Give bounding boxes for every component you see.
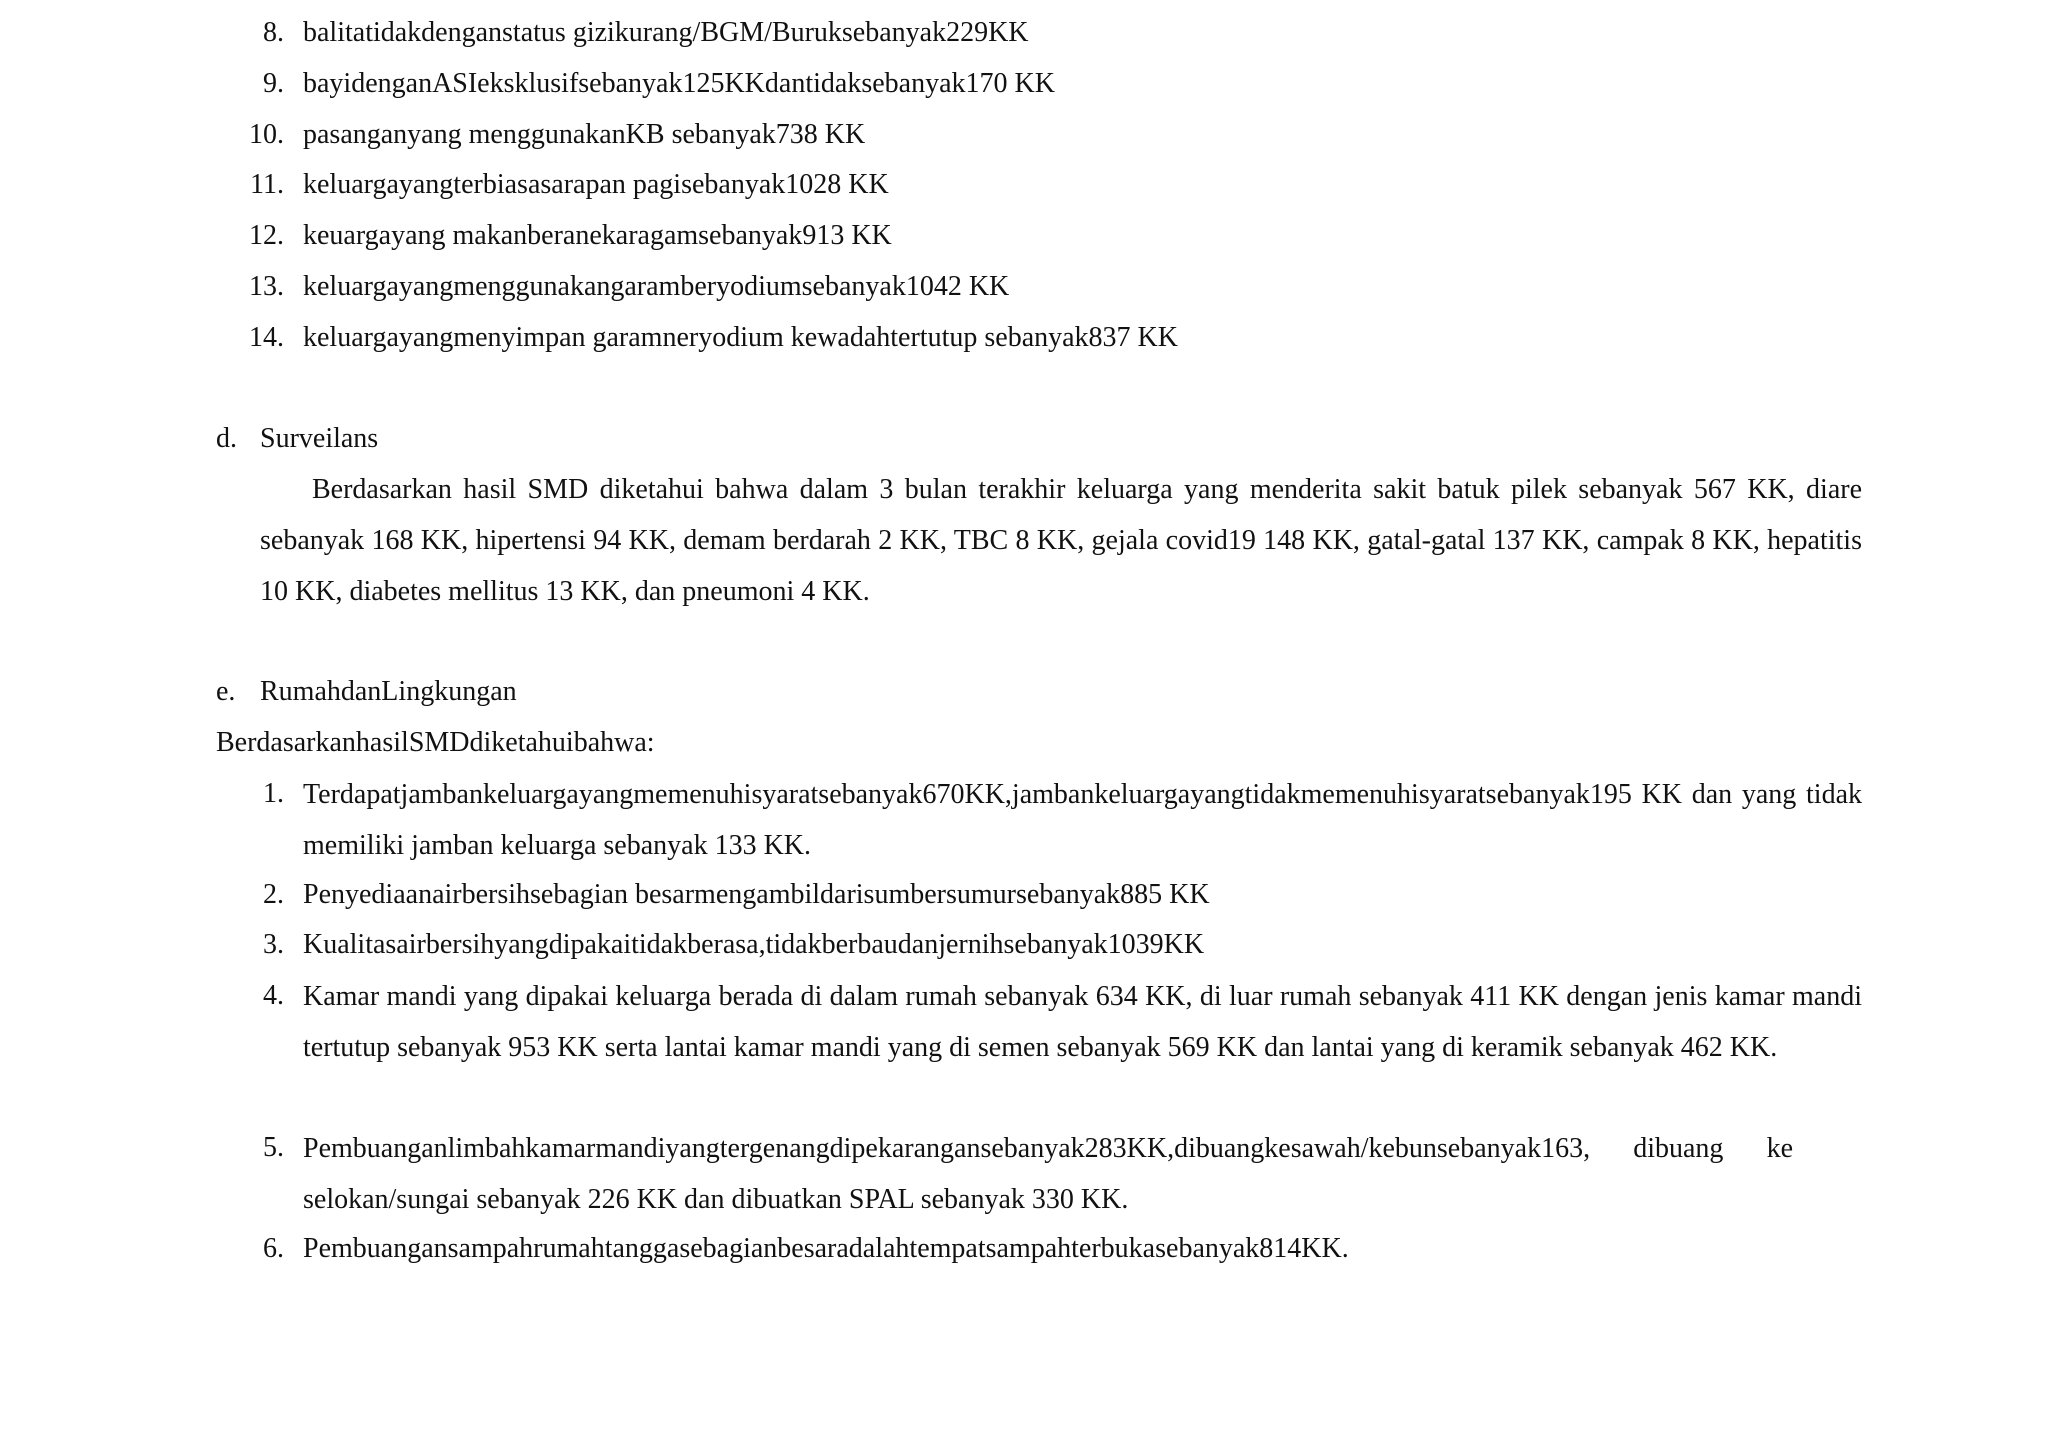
list-item-text: keluargayangterbiasasarapan pagisebanyak1028 KK xyxy=(303,169,889,200)
section-e-intro: BerdasarkanhasilSMDdiketahuibahwa: xyxy=(216,727,655,758)
list-item-number: 4. xyxy=(263,980,284,1011)
list-item-text: Penyediaanairbersihsebagian besarmengambildarisumbersumursebanyak885 KK xyxy=(303,879,1210,910)
list-item-text: Terdapatjambankeluargayangmemenuhisyaratsebanyak670KK,jambankeluargayangtidakmemenuhisyaratsebanyak195 KK dan yang tidak memiliki jamban keluarga sebanyak 133 KK. xyxy=(303,779,1862,861)
list-item-text: keuargayang makanberanekaragamsebanyak913 KK xyxy=(303,220,892,251)
section-d-title: Surveilans xyxy=(260,423,379,454)
list-item-number: 5. xyxy=(263,1132,284,1163)
list-item-number: 8. xyxy=(263,17,284,48)
list-item-number: 12. xyxy=(249,220,284,251)
list-item-text: Pembuangansampahrumahtanggasebagianbesaradalahtempatsampahterbukasebanyak814KK. xyxy=(303,1233,1349,1264)
list-item-text: bayidenganASIeksklusifsebanyak125KKdantidaksebanyak170 KK xyxy=(303,68,1055,99)
section-e-title: RumahdanLingkungan xyxy=(260,676,517,707)
list-item-number: 14. xyxy=(249,322,284,353)
list-item-number: 11. xyxy=(250,169,284,200)
list-item-text: keluargayangmenggunakangaramberyodiumsebanyak1042 KK xyxy=(303,271,1010,302)
list-item-text: balitatidakdenganstatus gizikurang/BGM/Buruksebanyak229KK xyxy=(303,17,1029,48)
list-item-number: 3. xyxy=(263,929,284,960)
list-item-number: 9. xyxy=(263,68,284,99)
section-d-paragraph: Berdasarkan hasil SMD diketahui bahwa dalam 3 bulan terakhir keluarga yang menderita sakit batuk pilek sebanyak 567 KK, diare sebanyak 168 KK, hipertensi 94 KK, demam berdarah 2 KK, TBC 8 KK, gejala covid19 148 KK, gatal-gatal 137 KK, campak 8 KK, hepatitis 10 KK, diabetes mellitus 13 KK, dan pneumoni 4 KK. xyxy=(260,474,1862,607)
list-item-text: pasanganyang menggunakanKB sebanyak738 KK xyxy=(303,119,866,150)
list-item-number: 13. xyxy=(249,271,284,302)
list-item-text: keluargayangmenyimpan garamneryodium kewadahtertutup sebanyak837 KK xyxy=(303,322,1178,353)
list-item-text: Kualitasairbersihyangdipakaitidakberasa,tidakberbaudanjernihsebanyak1039KK xyxy=(303,929,1205,960)
list-item-number: 6. xyxy=(263,1233,284,1264)
list-item-number: 10. xyxy=(249,119,284,150)
section-e-letter: e. xyxy=(216,676,236,707)
list-item-number: 2. xyxy=(263,879,284,910)
list-item-text: Kamar mandi yang dipakai keluarga berada di dalam rumah sebanyak 634 KK, di luar rumah sebanyak 411 KK dengan jenis kamar mandi tertutup sebanyak 953 KK serta lantai kamar mandi yang di semen sebanyak 569 KK dan lantai yang di keramik sebanyak 462 KK. xyxy=(303,981,1862,1063)
list-item-text: Pembuanganlimbahkamarmandiyangtergenangdipekarangansebanyak283KK,dibuangkesawah/kebunsebanyak163, dibuang ke selokan/sungai sebanyak 226 KK dan dibuatkan SPAL sebanyak 330 KK. xyxy=(303,1133,1793,1215)
list-item-number: 1. xyxy=(263,778,284,809)
section-d-letter: d. xyxy=(216,423,237,454)
